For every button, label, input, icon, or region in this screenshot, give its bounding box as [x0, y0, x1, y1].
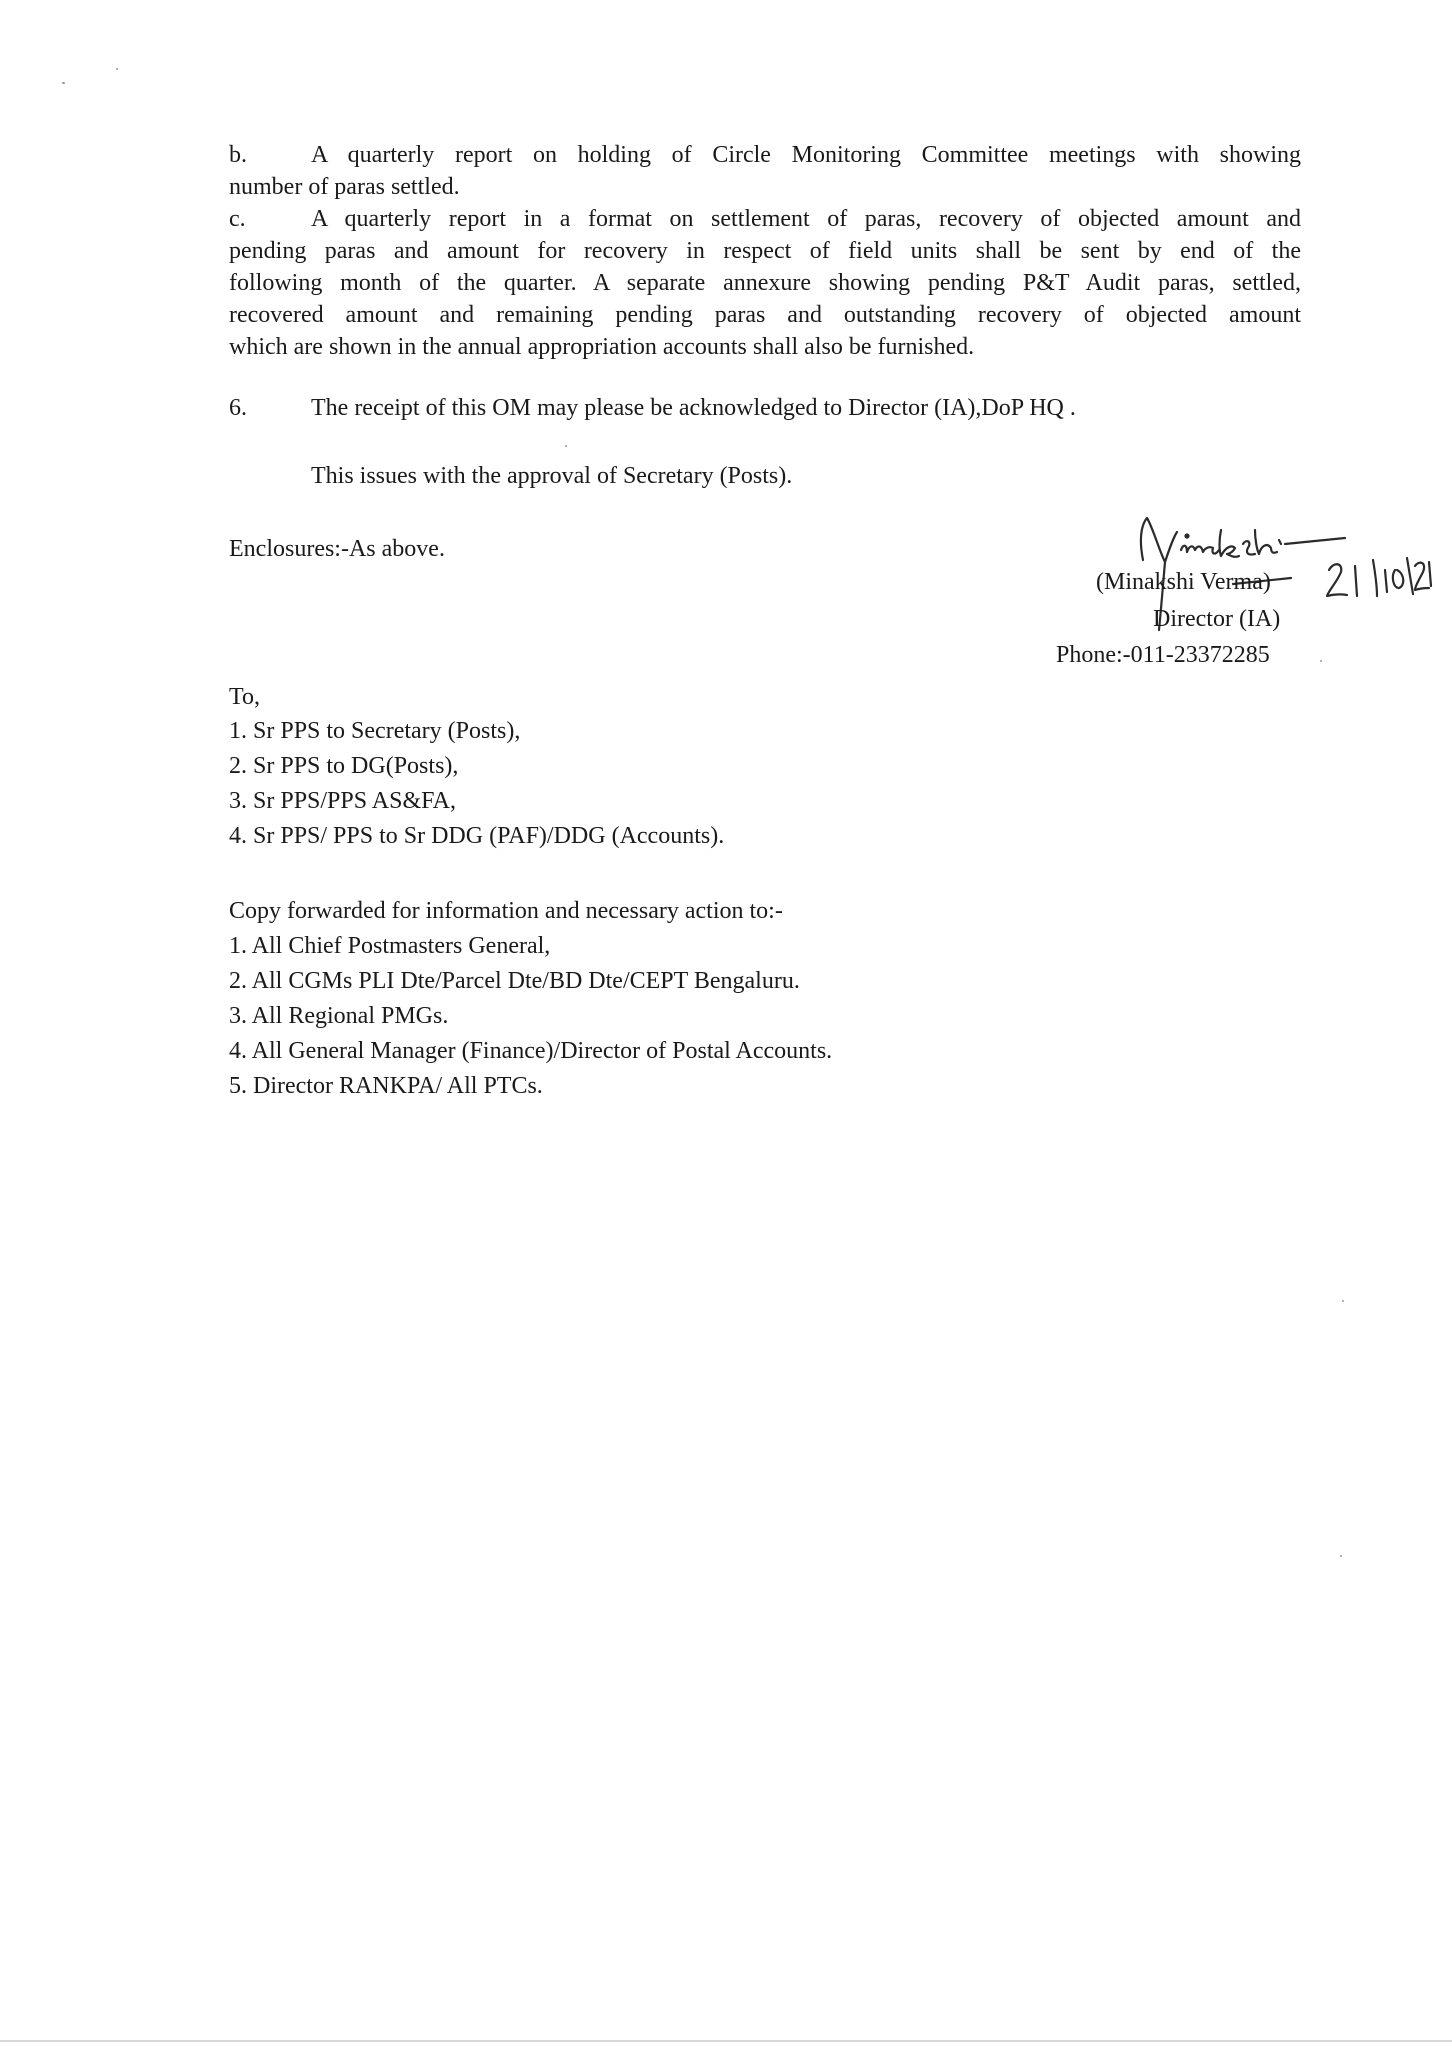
scan-bottom-edge [0, 2040, 1452, 2042]
to-item: 2. Sr PPS to DG(Posts), [229, 753, 459, 779]
copy-item: 3. All Regional PMGs. [229, 1003, 449, 1029]
to-item: 1. Sr PPS to Secretary (Posts), [229, 718, 521, 744]
to-item: 4. Sr PPS/ PPS to Sr DDG (PAF)/DDG (Accounts). [229, 823, 725, 849]
approval-line: This issues with the approval of Secretary (Posts). [311, 463, 793, 489]
signatory-phone: Phone:-011-23372285 [1056, 642, 1270, 668]
scan-speck [116, 68, 118, 70]
paragraph-c [229, 203, 1301, 363]
scan-speck [62, 82, 65, 84]
copy-list [229, 929, 832, 1104]
signatory-name: (Minakshi Verma) [1096, 569, 1271, 595]
enclosures-line: Enclosures:-As above. [229, 536, 445, 562]
paragraph-c-line1: A quarterly report in a format on settlement of paras, recovery of objected amount and [311, 206, 1301, 232]
to-list [229, 714, 724, 854]
paragraph-6-text: The receipt of this OM may please be acknowledged to Director (IA),DoP HQ . [311, 395, 1076, 421]
paragraph-c-mark: c. [229, 206, 246, 232]
copy-item: 5. Director RANKPA/ All PTCs. [229, 1073, 543, 1099]
paragraph-b-line2: number of paras settled. [229, 174, 460, 200]
signatory-designation: Director (IA) [1153, 606, 1281, 632]
copy-item: 4. All General Manager (Finance)/Director of Postal Accounts. [229, 1038, 833, 1064]
scan-speck [1342, 1300, 1344, 1302]
paragraph-b [229, 139, 1301, 203]
paragraph-c-line5: which are shown in the annual appropriation accounts shall also be furnished. [229, 334, 975, 360]
copy-heading: Copy forwarded for information and necessary action to:- [229, 898, 783, 924]
to-heading: To, [229, 684, 260, 710]
paragraph-b-line1: A quarterly report on holding of Circle Monitoring Committee meetings with showing [311, 142, 1301, 168]
scan-speck [1320, 660, 1322, 662]
copy-item: 2. All CGMs PLI Dte/Parcel Dte/BD Dte/CEPT Bengaluru. [229, 968, 800, 994]
to-item: 3. Sr PPS/PPS AS&FA, [229, 788, 457, 814]
paragraph-c-line4: recovered amount and remaining pending paras and outstanding recovery of objected amount [229, 302, 1301, 328]
paragraph-b-mark: b. [229, 142, 247, 168]
scan-speck [1340, 1555, 1342, 1557]
copy-item: 1. All Chief Postmasters General, [229, 933, 551, 959]
paragraph-6 [229, 392, 1301, 424]
paragraph-c-line2: pending paras and amount for recovery in respect of field units shall be sent by end of the [229, 238, 1301, 264]
paragraph-c-line3: following month of the quarter. A separate annexure showing pending P&T Audit paras, settled, [229, 270, 1301, 296]
scan-speck [565, 445, 567, 447]
paragraph-6-mark: 6. [229, 395, 247, 421]
